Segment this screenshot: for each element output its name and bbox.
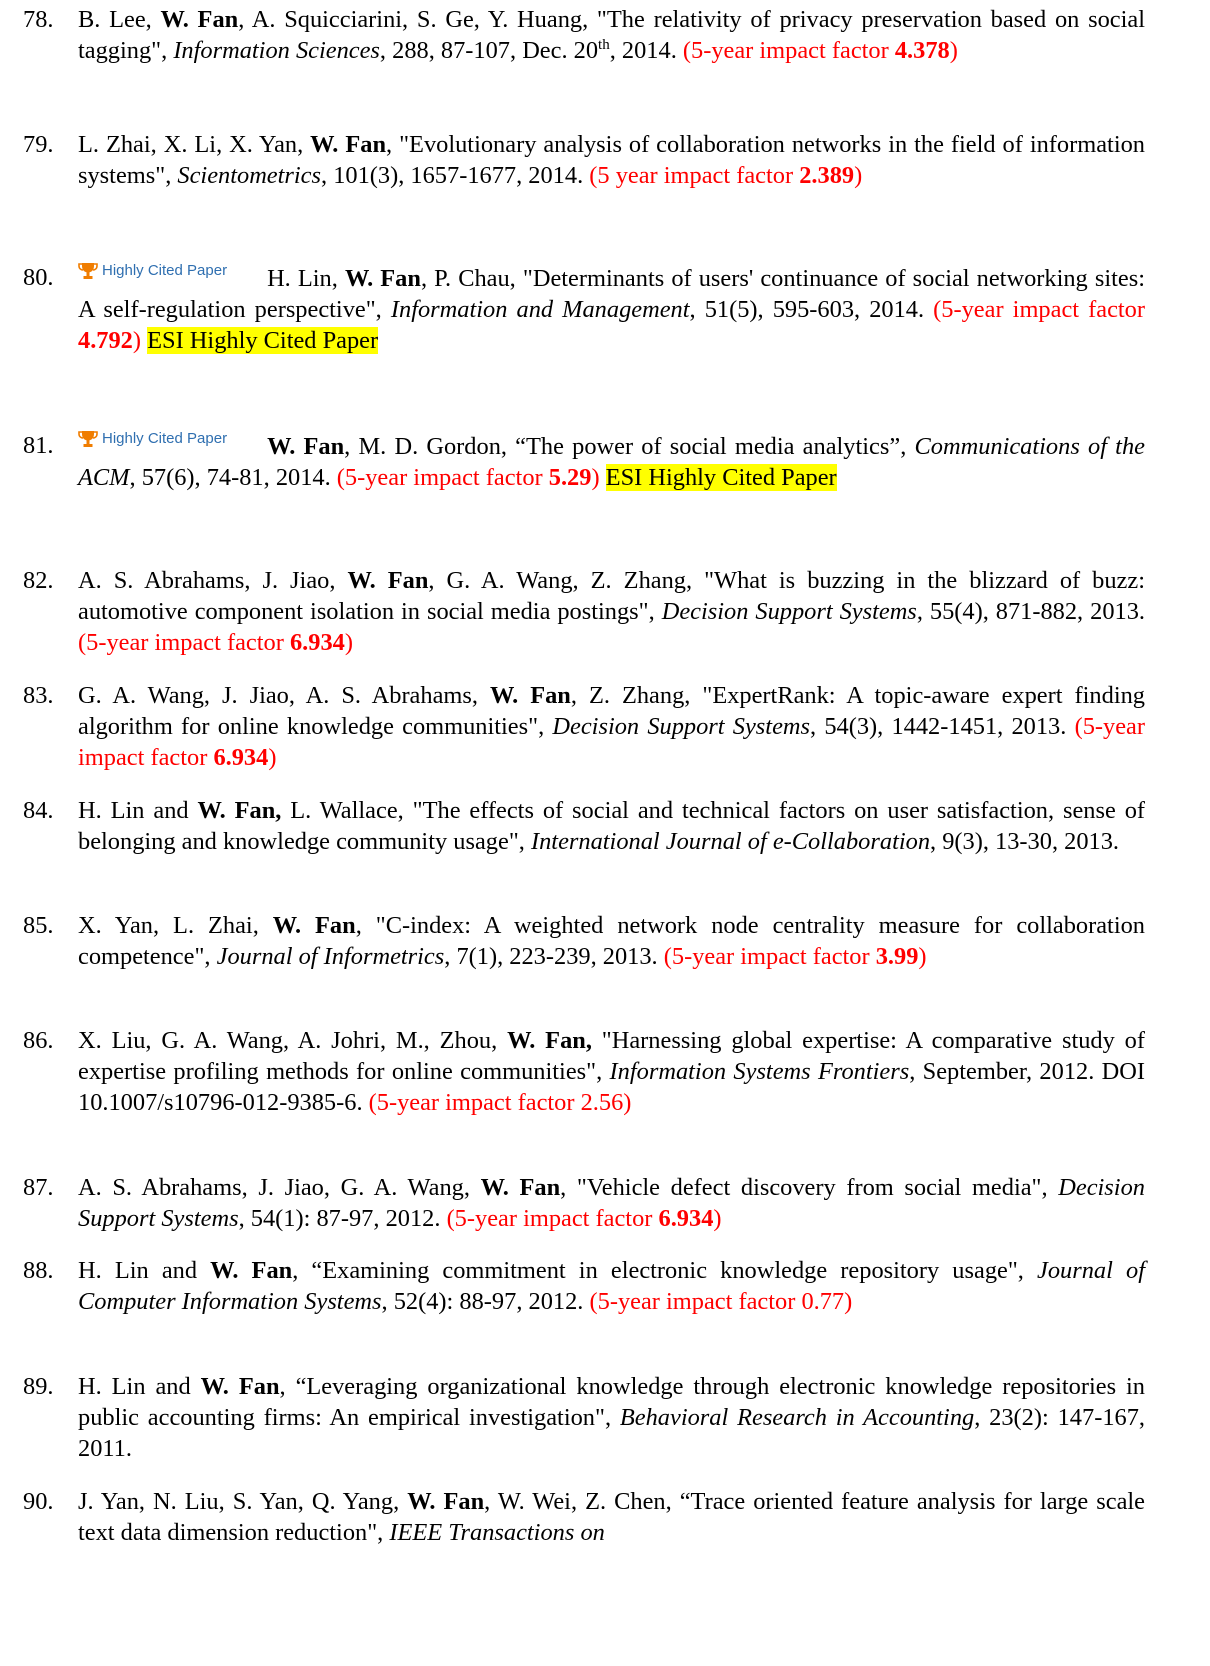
title: , P. Chau, "Determinants of users' continuance of social networking sites: A self-regulation perspective",: [78, 265, 1145, 323]
author-highlight: W. Fan: [489, 682, 571, 709]
author-highlight: W. Fan: [200, 1373, 280, 1400]
authors: A. S. Abrahams, J. Jiao, G. A. Wang,: [78, 1174, 481, 1201]
entry-number: 87.: [23, 1174, 54, 1201]
authors: H. Lin and: [78, 797, 198, 824]
author-highlight: W. Fan: [407, 1488, 485, 1515]
author-highlight: W. Fan: [267, 433, 345, 460]
badge-label: Highly Cited Paper: [102, 430, 228, 447]
title: L. Wallace, "The effects of social and technical factors on user satisfaction, sense of belonging and knowledge community usage",: [78, 797, 1146, 855]
author-highlight: W. Fan: [160, 6, 239, 33]
authors: L. Zhai, X. Li, X. Yan,: [78, 131, 311, 158]
impact-value: 5.29: [548, 464, 592, 491]
impact-suffix: ): [713, 1205, 722, 1232]
author-highlight: W. Fan,: [507, 1027, 592, 1054]
citation-text: [78, 680, 1145, 773]
authors: H. Lin and: [78, 1373, 201, 1400]
citation-text: [78, 1255, 1145, 1317]
impact-prefix: (5-year impact factor: [78, 713, 1145, 771]
impact-suffix: ): [132, 327, 142, 354]
journal-name: Information Sciences: [173, 37, 380, 64]
entry-number: 82.: [23, 567, 54, 594]
author-highlight: W. Fan: [272, 912, 356, 939]
authors: G. A. Wang, J. Jiao, A. S. Abrahams,: [78, 682, 490, 709]
impact-value: 2.389: [799, 162, 855, 189]
author-highlight: W. Fan: [210, 1257, 293, 1284]
journal-name: Journal of Informetrics: [216, 943, 445, 970]
title: , “Examining commitment in electronic knowledge repository usage",: [292, 1257, 1038, 1284]
author-highlight: W. Fan,: [197, 797, 282, 824]
impact-prefix: (5 year impact factor: [589, 162, 800, 189]
author-highlight: W. Fan: [480, 1174, 561, 1201]
entry-number: 86.: [23, 1027, 54, 1054]
publication-details: , September, 2012. DOI 10.1007/s10796-012-9385-6.: [78, 1058, 1146, 1116]
impact-prefix: (5-year impact factor: [446, 1205, 659, 1232]
journal-name: Information and Management: [390, 296, 690, 323]
impact-factor: [447, 1205, 722, 1232]
citation-text: [78, 1486, 1145, 1548]
journal-name: Information Systems Frontiers: [609, 1058, 910, 1085]
publication-details: , 51(5), 595-603, 2014.: [689, 296, 934, 323]
impact-suffix: ): [591, 464, 600, 491]
publication-details: , 288, 87-107, Dec. 20: [379, 37, 599, 64]
esi-highlight: ESI Highly Cited Paper: [147, 327, 379, 354]
title: , "C-index: A weighted network node centrality measure for collaboration competence",: [78, 912, 1145, 970]
badge-label: Highly Cited Paper: [102, 262, 228, 279]
publication-details-2: , 2014.: [609, 37, 683, 64]
journal-name: Decision Support Systems: [552, 713, 811, 740]
authors: X. Liu, G. A. Wang, A. Johri, M., Zhou,: [78, 1027, 508, 1054]
citation-text: [78, 565, 1145, 658]
trophy-icon: [78, 262, 98, 280]
publication-details: , 23(2): 147-167, 2011.: [78, 1404, 1146, 1462]
publication-details: , 55(4), 871-882, 2013.: [916, 598, 1145, 625]
title: , A. Squicciarini, S. Ge, Y. Huang, "The relativity of privacy preservation based on social tagging",: [78, 6, 1145, 64]
journal-name: Decision Support Systems: [78, 1174, 1145, 1232]
journal-name: Decision Support Systems: [661, 598, 917, 625]
publication-details: , 57(6), 74-81, 2014.: [129, 464, 337, 491]
publication-details: , 9(3), 13-30, 2013.: [930, 828, 1120, 855]
title: , W. Wei, Z. Chen, “Trace oriented feature analysis for large scale text data dimension reduction",: [78, 1488, 1145, 1546]
author-highlight: W. Fan: [344, 265, 421, 292]
publication-details: , 101(3), 1657-1677, 2014.: [321, 162, 590, 189]
impact-value: 6.934: [658, 1205, 714, 1232]
citation-text: [78, 1025, 1145, 1118]
entry-number: 89.: [23, 1373, 54, 1400]
citation-text: [78, 1172, 1145, 1234]
journal-name: International Journal of e-Collaboration: [530, 828, 931, 855]
citation-text: [78, 910, 1145, 972]
authors: H. Lin,: [267, 265, 345, 292]
impact-suffix: ): [949, 37, 958, 64]
publication-details: , 7(1), 223-239, 2013.: [444, 943, 664, 970]
impact-factor: [337, 464, 600, 491]
title: , “Leveraging organizational knowledge through electronic knowledge repositories in public accounting firms: An empirical investigation",: [78, 1373, 1145, 1431]
title: , Z. Zhang, "ExpertRank: A topic-aware expert finding algorithm for online knowledge communities",: [78, 682, 1145, 740]
title: , G. A. Wang, Z. Zhang, "What is buzzing in the blizzard of buzz: automotive component isolation in social media postings",: [78, 567, 1145, 625]
superscript: th: [598, 37, 610, 53]
entry-number: 85.: [23, 912, 54, 939]
entry-number: 88.: [23, 1257, 54, 1284]
journal-name: Communications of the ACM: [78, 433, 1145, 491]
impact-prefix: (5-year impact factor: [78, 629, 290, 656]
impact-prefix: (5-year impact factor: [663, 943, 876, 970]
impact-factor: [683, 37, 958, 64]
entry-number: 84.: [23, 797, 54, 824]
citation-text: [78, 4, 1145, 66]
citation-text: [78, 129, 1145, 191]
impact-suffix: ): [268, 744, 277, 771]
impact-factor: (5-year impact factor 2.56): [368, 1089, 632, 1116]
trophy-icon: [78, 430, 98, 448]
journal-name: IEEE Transactions on: [389, 1519, 605, 1546]
publication-details: , 54(1): 87-97, 2012.: [238, 1205, 447, 1232]
entry-number: 90.: [23, 1488, 54, 1515]
impact-value: 3.99: [875, 943, 919, 970]
impact-prefix: (5-year impact factor: [933, 296, 1145, 323]
citation-text: [78, 795, 1145, 857]
title: , "Evolutionary analysis of collaboration networks in the field of information systems",: [78, 131, 1145, 189]
entry-number: 80.: [23, 264, 54, 291]
journal-name: Scientometrics: [177, 162, 321, 189]
authors: X. Yan, L. Zhai,: [78, 912, 273, 939]
citation-text: [78, 430, 1145, 493]
impact-factor: [78, 629, 353, 656]
authors: B. Lee,: [78, 6, 161, 33]
title: "Harnessing global expertise: A comparative study of expertise profiling methods for online communities",: [78, 1027, 1145, 1085]
entry-number: 81.: [23, 432, 54, 459]
esi-highlight: ESI Highly Cited Paper: [605, 464, 837, 491]
authors: A. S. Abrahams, J. Jiao,: [78, 567, 348, 594]
title: , M. D. Gordon, “The power of social media analytics”,: [344, 433, 915, 460]
author-highlight: W. Fan: [347, 567, 429, 594]
author-highlight: W. Fan: [310, 131, 387, 158]
impact-value: 6.934: [213, 744, 269, 771]
impact-value: 4.378: [894, 37, 950, 64]
publication-details: , 52(4): 88-97, 2012.: [381, 1288, 590, 1315]
authors: H. Lin and: [78, 1257, 211, 1284]
title: , "Vehicle defect discovery from social media",: [560, 1174, 1059, 1201]
publication-details: , 54(3), 1442-1451, 2013.: [810, 713, 1075, 740]
highly-cited-badge[interactable]: [78, 262, 227, 280]
impact-value: 4.792: [78, 327, 133, 354]
impact-factor: [589, 162, 862, 189]
highly-cited-badge[interactable]: [78, 430, 227, 448]
impact-factor: (5-year impact factor 0.77): [589, 1288, 853, 1315]
impact-prefix: (5-year impact factor: [336, 464, 549, 491]
entry-number: 83.: [23, 682, 54, 709]
entry-number: 79.: [23, 131, 54, 158]
impact-value: 6.934: [289, 629, 345, 656]
journal-name: Journal of Computer Information Systems: [78, 1257, 1145, 1315]
citation-text: [78, 262, 1145, 356]
impact-prefix: (5-year impact factor: [682, 37, 895, 64]
impact-suffix: ): [854, 162, 863, 189]
journal-name: Behavioral Research in Accounting: [619, 1404, 975, 1431]
impact-factor: [664, 943, 927, 970]
entry-number: 78.: [23, 6, 54, 33]
impact-suffix: ): [918, 943, 927, 970]
citation-text: [78, 1371, 1145, 1464]
impact-suffix: ): [344, 629, 353, 656]
authors: J. Yan, N. Liu, S. Yan, Q. Yang,: [78, 1488, 408, 1515]
